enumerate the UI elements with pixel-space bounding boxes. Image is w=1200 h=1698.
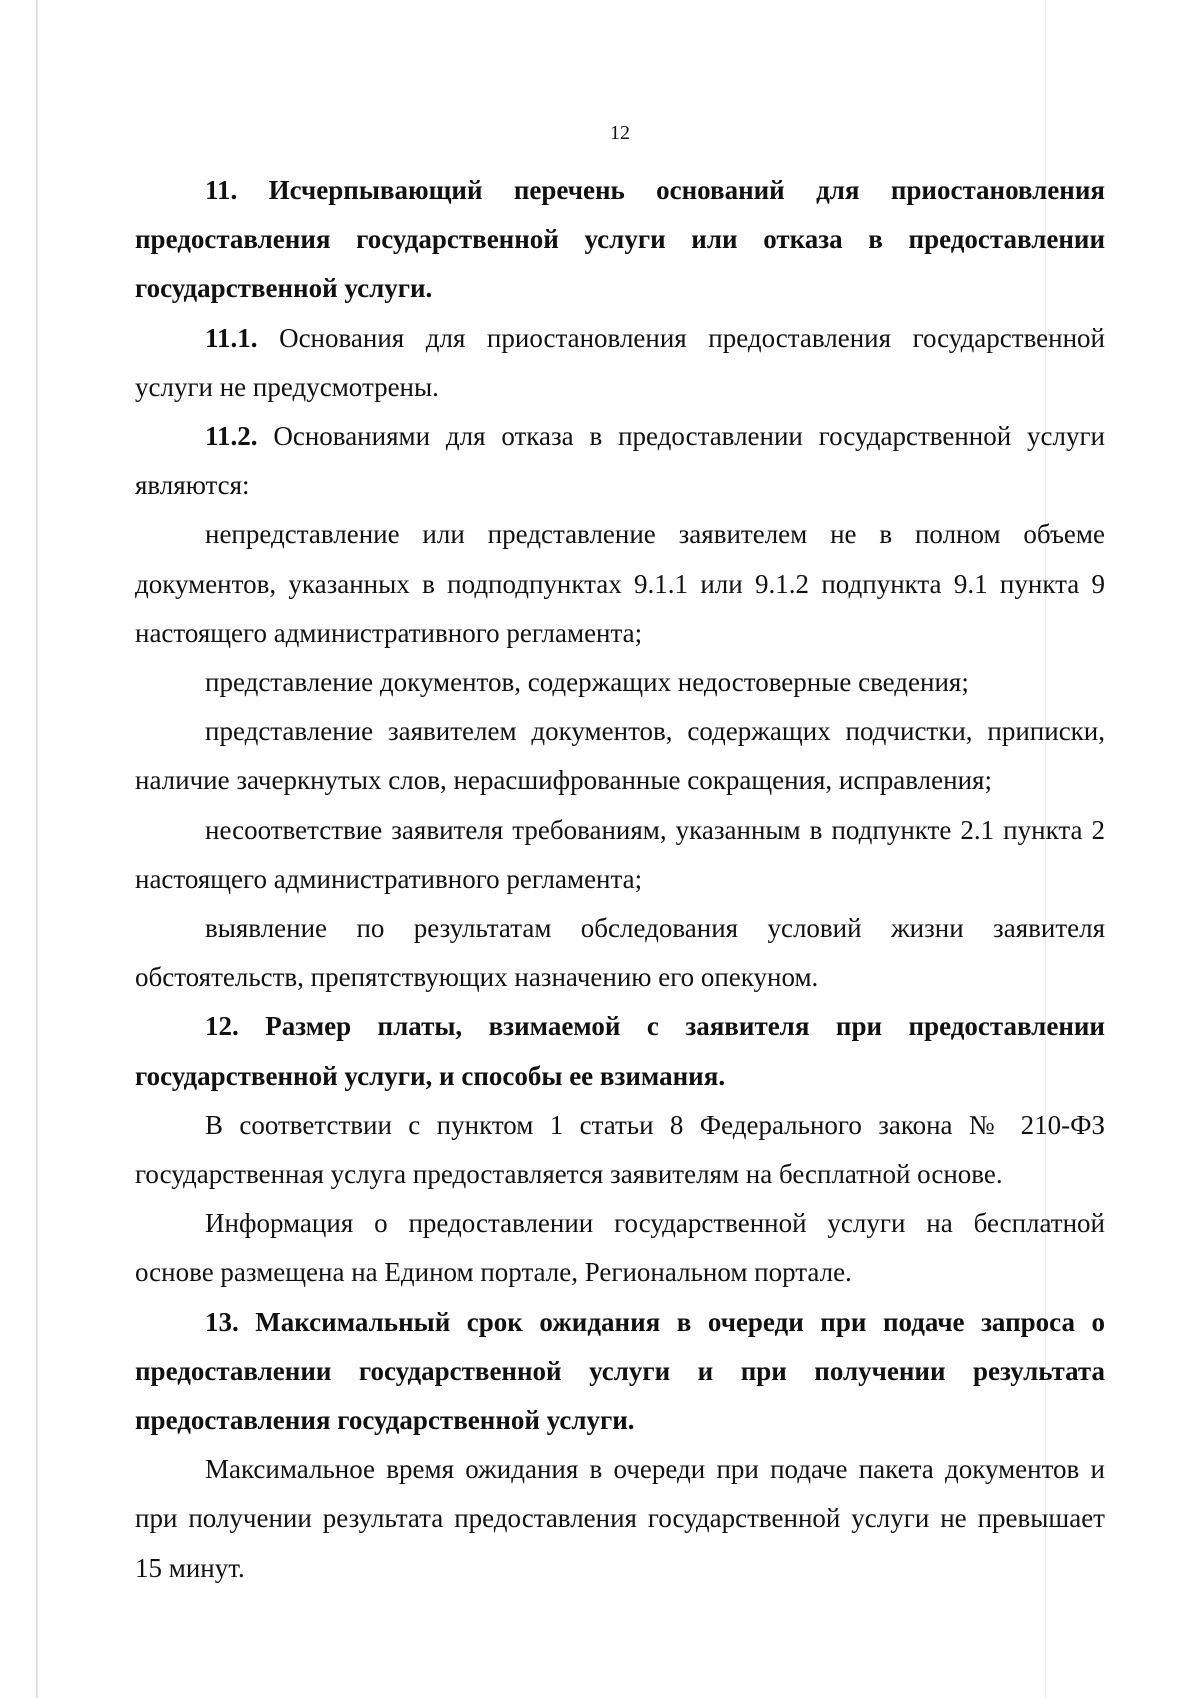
clause-text: Основания для приостановления предоставления государственной услуги не предусмотрены.	[135, 322, 1105, 402]
page-number: 12	[610, 122, 630, 144]
section-12-paragraph-1: В соответствии с пунктом 1 статьи 8 Федерального закона № 210-ФЗ государственная услуга предоставляется заявителям на бесплатной основе.	[135, 1109, 1105, 1190]
clause-number: 11.2.	[205, 421, 258, 452]
refusal-ground-item: представление документов, содержащих недостоверные сведения;	[205, 667, 969, 698]
refusal-ground-item: выявление по результатам обследования условий жизни заявителя обстоятельств, препятствующих назначению его опекуном.	[135, 913, 1105, 993]
section-12-paragraph-2: Информация о предоставлении государственной услуги на бесплатной основе размещена на Едином портале, Региональном портале.	[135, 1208, 1105, 1288]
clause-text: Основаниями для отказа в предоставлении государственной услуги являются:	[135, 421, 1105, 501]
scan-edge-left	[36, 0, 38, 1698]
section-13-paragraph-1: Максимальное время ожидания в очереди при подаче пакета документов и при получении результата предоставления государственной услуги не превышает 15 минут.	[135, 1454, 1105, 1583]
section-11-2-paragraph	[135, 412, 1105, 510]
refusal-ground-item: несоответствие заявителя требованиям, указанным в подпункте 2.1 пункта 2 настоящего административного регламента;	[135, 814, 1105, 894]
document-body	[135, 166, 1105, 1593]
refusal-ground-item: представление заявителем документов, содержащих подчистки, приписки, наличие зачеркнутых слов, нерасшифрованные сокращения, исправления;	[135, 716, 1105, 796]
section-12-heading: 12. Размер платы, взимаемой с заявителя при предоставлении государственной услуги, и способы ее взимания.	[135, 1011, 1105, 1091]
refusal-ground-item: непредставление или представление заявителем не в полном объеме документов, указанных в подподпунктах 9.1.1 или 9.1.2 подпункта 9.1 пункта 9 настоящего административного регламента;	[135, 519, 1105, 648]
section-11-1-paragraph	[135, 314, 1105, 412]
clause-number: 11.1.	[205, 322, 258, 353]
section-11-heading: 11. Исчерпывающий перечень оснований для приостановления предоставления государственной услуги или отказа в предоставлении государственной услуги.	[135, 175, 1105, 304]
section-13-heading: 13. Максимальный срок ожидания в очереди при подаче запроса о предоставлении государственной услуги и при получении результата предоставления государственной услуги.	[135, 1306, 1105, 1436]
